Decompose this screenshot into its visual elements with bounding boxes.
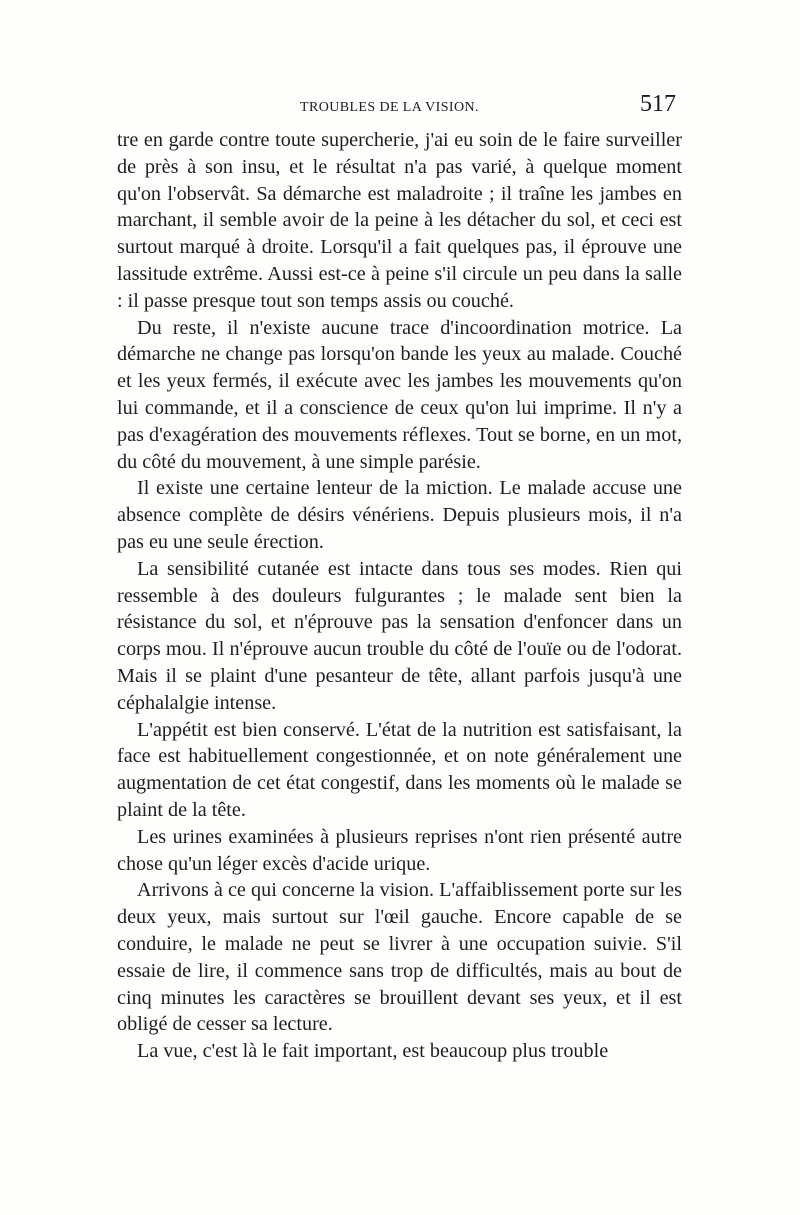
paragraph: La sensibilité cutanée est intacte dans tous ses modes. Rien qui ressemble à des douleurs fulgurantes ; le malade sent bien la résistance du sol, et n'éprouve pas la sensation d'enfoncer dans un corps mou. Il n'éprouve aucun trouble du côté de l'ouïe ou de l'odorat. Mais il se plaint d'une pesanteur de tête, allant parfois jusqu'à une céphalalgie intense. [117, 557, 682, 714]
page-number: 517 [640, 91, 676, 117]
paragraph: L'appétit est bien conservé. L'état de la nutrition est satisfaisant, la face est habituellement congestionnée, et on note généralement une augmentation de cet état congestif, dans les moments où le malade se plaint de la tête. [117, 718, 682, 821]
paragraph: Du reste, il n'existe aucune trace d'incoordination motrice. La démarche ne change pas lorsqu'on bande les yeux au malade. Couché et les yeux fermés, il exécute avec les jambes les mouvements qu'on lui commande, et il a conscience de ceux qu'on lui imprime. Il n'y a pas d'exagération des mouvements réflexes. Tout se borne, en un mot, du côté du mouvement, à une simple parésie. [117, 316, 682, 473]
paragraph: Les urines examinées à plusieurs reprises n'ont rien présenté autre chose qu'un léger excès d'acide urique. [117, 825, 682, 875]
paragraph: La vue, c'est là le fait important, est beaucoup plus trouble [137, 1040, 609, 1063]
paragraph: Il existe une certaine lenteur de la miction. Le malade accuse une absence complète de désirs vénériens. Depuis plusieurs mois, il n'a pas eu une seule érection. [117, 477, 682, 553]
body-text [117, 127, 682, 1065]
paragraph: tre en garde contre toute supercherie, j'ai eu soin de le faire surveiller de près à son insu, et le résultat n'a pas varié, à quelque moment qu'on l'observât. Sa démarche est maladroite ; il traîne les jambes en marchant, il semble avoir de la peine à les détacher du sol, et ceci est surtout marqué à droite. Lorsqu'il a fait quelques pas, il éprouve une lassitude extrême. Aussi est-ce à peine s'il circule un peu dans la salle : il passe presque tout son temps assis ou couché. [117, 129, 682, 312]
running-title: TROUBLES DE LA VISION. [300, 100, 479, 115]
paragraph: Arrivons à ce qui concerne la vision. L'affaiblissement porte sur les deux yeux, mais surtout sur l'œil gauche. Encore capable de se conduire, le malade ne peut se livrer à une occupation suivie. S'il essaie de lire, il commence sans trop de difficultés, mais au bout de cinq minutes les caractères se brouillent devant ses yeux, et il est obligé de cesser sa lecture. [117, 879, 682, 1036]
